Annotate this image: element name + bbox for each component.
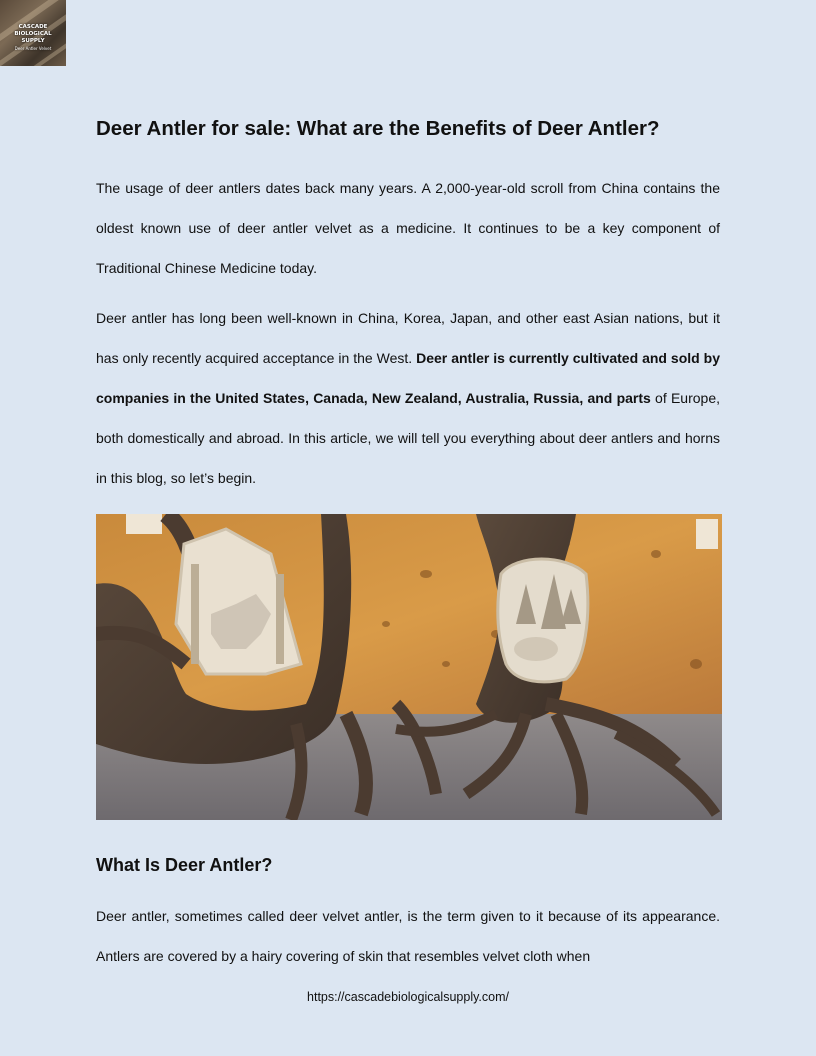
paragraph-history-start: Deer antler has long been well-known in China, Korea, Japan, and other east Asian nations, but it has only recently acquired acceptance in the West.	[96, 310, 720, 366]
paragraph-history	[96, 298, 720, 498]
logo-line-2: Deer Antler Velvet	[14, 46, 52, 51]
paragraph-history-bold: Deer antler is currently cultivated and sold by companies in the United States, Canada, New Zealand, Australia, Russia, and parts	[96, 350, 720, 406]
logo-text	[2, 24, 64, 52]
paragraph-definition: Deer antler, sometimes called deer velvet antler, is the term given to it because of its appearance. Antlers are covered by a hairy covering of skin that resembles velvet cloth when	[96, 908, 720, 964]
paragraph-intro: The usage of deer antlers dates back many years. A 2,000-year-old scroll from China contains the oldest known use of deer antler velvet as a medicine. It continues to be a key component of Traditional Chinese Medicine today.	[96, 180, 720, 276]
article-title: Deer Antler for sale: What are the Benefits of Deer Antler?	[96, 117, 660, 140]
carved-antler-photo	[96, 514, 722, 820]
article	[96, 114, 720, 976]
paragraph-history-end: of Europe, both domestically and abroad. In this article, we will tell you everything about deer antlers and horns in this blog, so let’s begin.	[96, 390, 720, 486]
footer-url[interactable]: https://cascadebiologicalsupply.com/	[307, 990, 509, 1004]
section-heading: What Is Deer Antler?	[96, 855, 273, 875]
site-logo	[0, 0, 66, 66]
logo-line-1: CASCADE BIOLOGICAL SUPPLY	[14, 24, 52, 44]
